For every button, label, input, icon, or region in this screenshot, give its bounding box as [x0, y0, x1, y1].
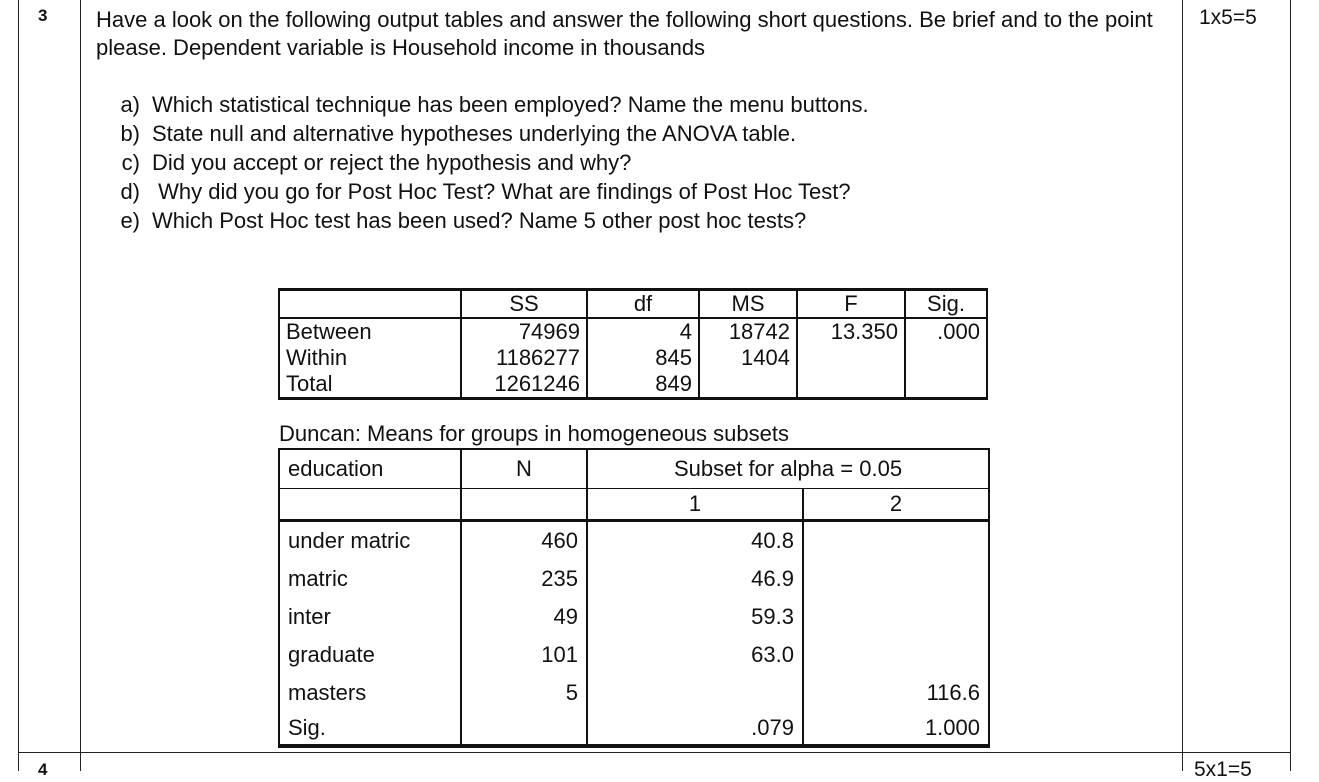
sub-question: d) Why did you go for Post Hoc Test? What are findings of Post Hoc Test?	[120, 179, 851, 204]
duncan-table	[278, 448, 990, 748]
duncan-row: graduate 101 63.0	[279, 636, 989, 674]
duncan-header-subset: Subset for alpha = 0.05	[587, 449, 989, 489]
question-marks: 1x5=5	[1199, 6, 1257, 29]
duncan-header-n: N	[461, 449, 587, 489]
next-question-marks: 5x1=5	[1194, 758, 1252, 781]
anova-header-f: F	[797, 290, 905, 319]
anova-row: Within 1186277 845 1404	[279, 345, 987, 371]
duncan-row: matric 235 46.9	[279, 560, 989, 598]
anova-header-row	[279, 290, 987, 319]
sub-question: e) Which Post Hoc test has been used? Name 5 other post hoc tests?	[120, 208, 807, 233]
duncan-subheader-row	[279, 489, 989, 521]
duncan-sig-row: Sig. .079 1.000	[279, 712, 989, 746]
right-border	[1290, 0, 1291, 771]
anova-row: Total 1261246 849	[279, 371, 987, 399]
row-divider	[18, 752, 1291, 753]
question-number: 3	[38, 6, 48, 25]
duncan-row: masters 5 116.6	[279, 674, 989, 712]
question-intro: Have a look on the following output tables and answer the following short questions. Be brief and to the point please. Dependent variable is Household income in thousands	[96, 7, 1153, 60]
sub-question-list	[96, 90, 869, 235]
number-column-divider	[80, 0, 81, 771]
duncan-row: under matric 460 40.8	[279, 521, 989, 561]
duncan-caption: Duncan: Means for groups in homogeneous subsets	[279, 421, 789, 446]
duncan-subset-1: 1	[587, 489, 803, 521]
duncan-header-education: education	[279, 449, 461, 489]
marks-column-divider	[1182, 0, 1183, 771]
anova-header-ms: MS	[699, 290, 797, 319]
sub-question: b) State null and alternative hypotheses underlying the ANOVA table.	[120, 121, 797, 146]
anova-header-sig: Sig.	[905, 290, 987, 319]
duncan-subset-2: 2	[803, 489, 989, 521]
anova-row: Between 74969 4 18742 13.350 .000	[279, 318, 987, 345]
left-border	[18, 0, 19, 771]
duncan-row: inter 49 59.3	[279, 598, 989, 636]
sub-question: a) Which statistical technique has been employed? Name the menu buttons.	[120, 92, 869, 117]
duncan-header-row	[279, 449, 989, 489]
sub-question: c) Did you accept or reject the hypothesis and why?	[121, 150, 632, 175]
anova-header-ss: SS	[461, 290, 587, 319]
anova-header-df: df	[587, 290, 699, 319]
anova-table	[278, 288, 988, 400]
next-question-number: 4	[38, 760, 48, 779]
